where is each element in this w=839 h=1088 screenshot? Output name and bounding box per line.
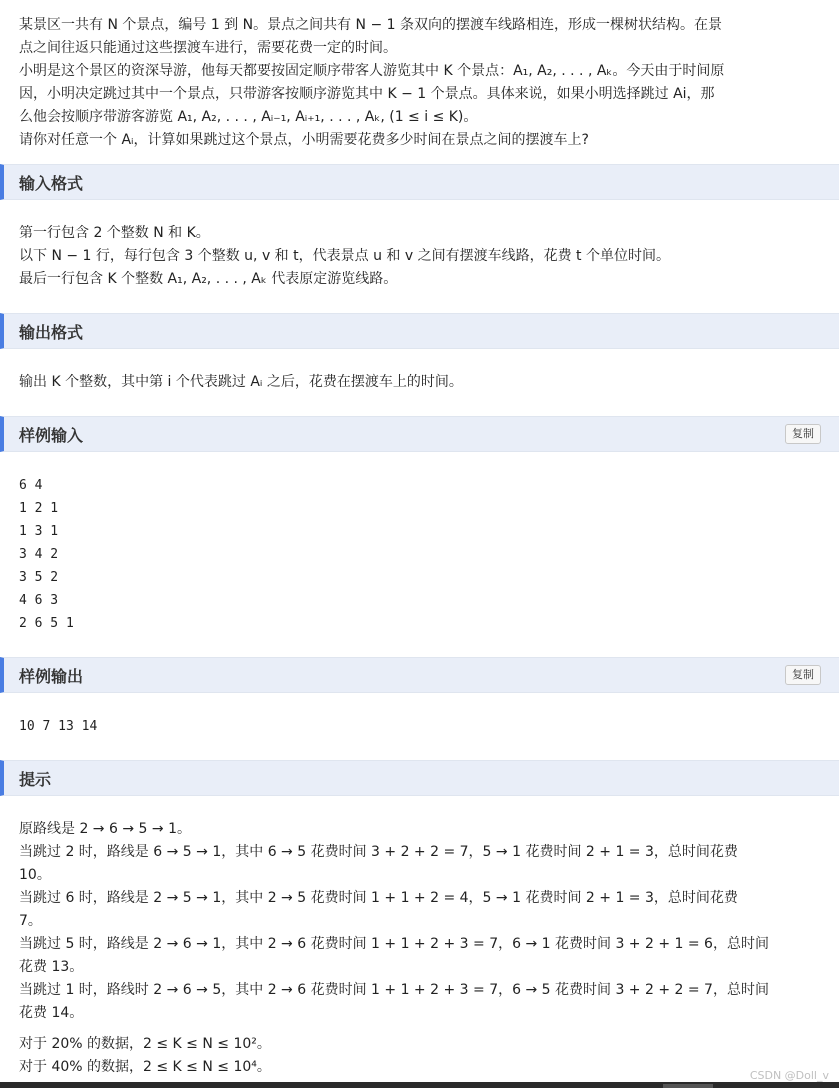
sample-output-header xyxy=(0,657,839,693)
input-format-line: 最后一行包含 K 个整数 A₁, A₂, . . . , Aₖ 代表原定游览线路。 xyxy=(19,271,398,287)
section-title: 输入格式 xyxy=(19,173,84,193)
description-line: 小明是这个景区的资深导游，他每天都要按固定顺序带客人游览其中 K 个景点：A₁, A₂, . . . , Aₖ。今天由于时间原 xyxy=(19,63,725,79)
sample-input-header xyxy=(0,416,839,452)
output-format-line: 输出 K 个整数，其中第 i 个代表跳过 Aᵢ 之后，花费在摆渡车上的时间。 xyxy=(19,374,463,390)
watermark: CSDN @Doll_v xyxy=(749,1069,829,1082)
section-title: 提示 xyxy=(19,769,52,789)
input-format-line: 第一行包含 2 个整数 N 和 K。 xyxy=(19,225,210,241)
constraint-line: 对于 40% 的数据，2 ≤ K ≤ N ≤ 10⁴。 xyxy=(19,1059,271,1075)
hint-line: 原路线是 2 → 6 → 5 → 1。 xyxy=(19,821,191,837)
hint-line: 当跳过 5 时，路线是 2 → 6 → 1，其中 2 → 6 花费时间 1 + 1 + 2 + 3 = 7，6 → 1 花费时间 3 + 2 + 1 = 6，总时间 xyxy=(19,936,769,952)
hint-line: 当跳过 1 时，路线时 2 → 6 → 5，其中 2 → 6 花费时间 1 + 1 + 2 + 3 = 7，6 → 5 花费时间 3 + 2 + 2 = 7，总时间 xyxy=(19,982,769,998)
section-title: 样例输出 xyxy=(19,666,84,686)
input-format-body xyxy=(0,200,839,313)
hint-line: 花费 14。 xyxy=(19,1005,84,1021)
hint-line: 当跳过 6 时，路线是 2 → 5 → 1，其中 2 → 5 花费时间 1 + 1 + 2 = 4，5 → 1 花费时间 2 + 1 = 3，总时间花费 xyxy=(19,890,738,906)
sample-input-line: 6 4 xyxy=(19,478,43,493)
sample-input-line: 1 3 1 xyxy=(19,524,59,539)
hint-header xyxy=(0,760,839,796)
constraint-line: 对于 20% 的数据，2 ≤ K ≤ N ≤ 10²。 xyxy=(19,1036,271,1052)
sample-output-line: 10 7 13 14 xyxy=(19,719,98,734)
sample-output-body xyxy=(0,693,839,760)
scrollbar-thumb[interactable] xyxy=(663,1084,713,1088)
hint-line: 花费 13。 xyxy=(19,959,84,975)
description-line: 某景区一共有 N 个景点，编号 1 到 N。景点之间共有 N − 1 条双向的摆渡车线路相连，形成一棵树状结构。在景 xyxy=(19,17,723,33)
hint-line: 7。 xyxy=(19,913,42,929)
sample-input-line: 4 6 3 xyxy=(19,593,59,608)
hint-line: 10。 xyxy=(19,867,51,883)
sample-input-line: 3 5 2 xyxy=(19,570,59,585)
input-format-line: 以下 N − 1 行，每行包含 3 个整数 u, v 和 t，代表景点 u 和 v 之间有摆渡车线路，花费 t 个单位时间。 xyxy=(19,248,670,264)
hint-body xyxy=(0,796,839,1079)
description-line: 因，小明决定跳过其中一个景点，只带游客按顺序游览其中 K − 1 个景点。具体来说，如果小明选择跳过 Ai，那 xyxy=(19,86,715,102)
section-title: 输出格式 xyxy=(19,322,84,342)
hint-line: 当跳过 2 时，路线是 6 → 5 → 1，其中 6 → 5 花费时间 3 + 2 + 2 = 7，5 → 1 花费时间 2 + 1 = 3，总时间花费 xyxy=(19,844,738,860)
sample-input-body xyxy=(0,452,839,657)
problem-description xyxy=(0,0,839,152)
sample-input-line: 1 2 1 xyxy=(19,501,59,516)
copy-sample-output-button[interactable]: 复制 xyxy=(785,665,821,685)
input-format-header xyxy=(0,164,839,200)
description-line: 请你对任意一个 Aᵢ，计算如果跳过这个景点，小明需要花费多少时间在景点之间的摆渡车上? xyxy=(19,132,589,148)
sample-input-line: 3 4 2 xyxy=(19,547,59,562)
sample-input-line: 2 6 5 1 xyxy=(19,616,74,631)
copy-sample-input-button[interactable]: 复制 xyxy=(785,424,821,444)
section-title: 样例输入 xyxy=(19,425,84,445)
bottom-scrollbar[interactable] xyxy=(0,1082,839,1088)
output-format-body xyxy=(0,349,839,416)
description-line: 点之间往返只能通过这些摆渡车进行，需要花费一定的时间。 xyxy=(19,40,397,56)
description-line: 么他会按顺序带游客游览 A₁, A₂, . . . , Aᵢ₋₁, Aᵢ₊₁, . . . , Aₖ, (1 ≤ i ≤ K)。 xyxy=(19,109,478,125)
output-format-header xyxy=(0,313,839,349)
